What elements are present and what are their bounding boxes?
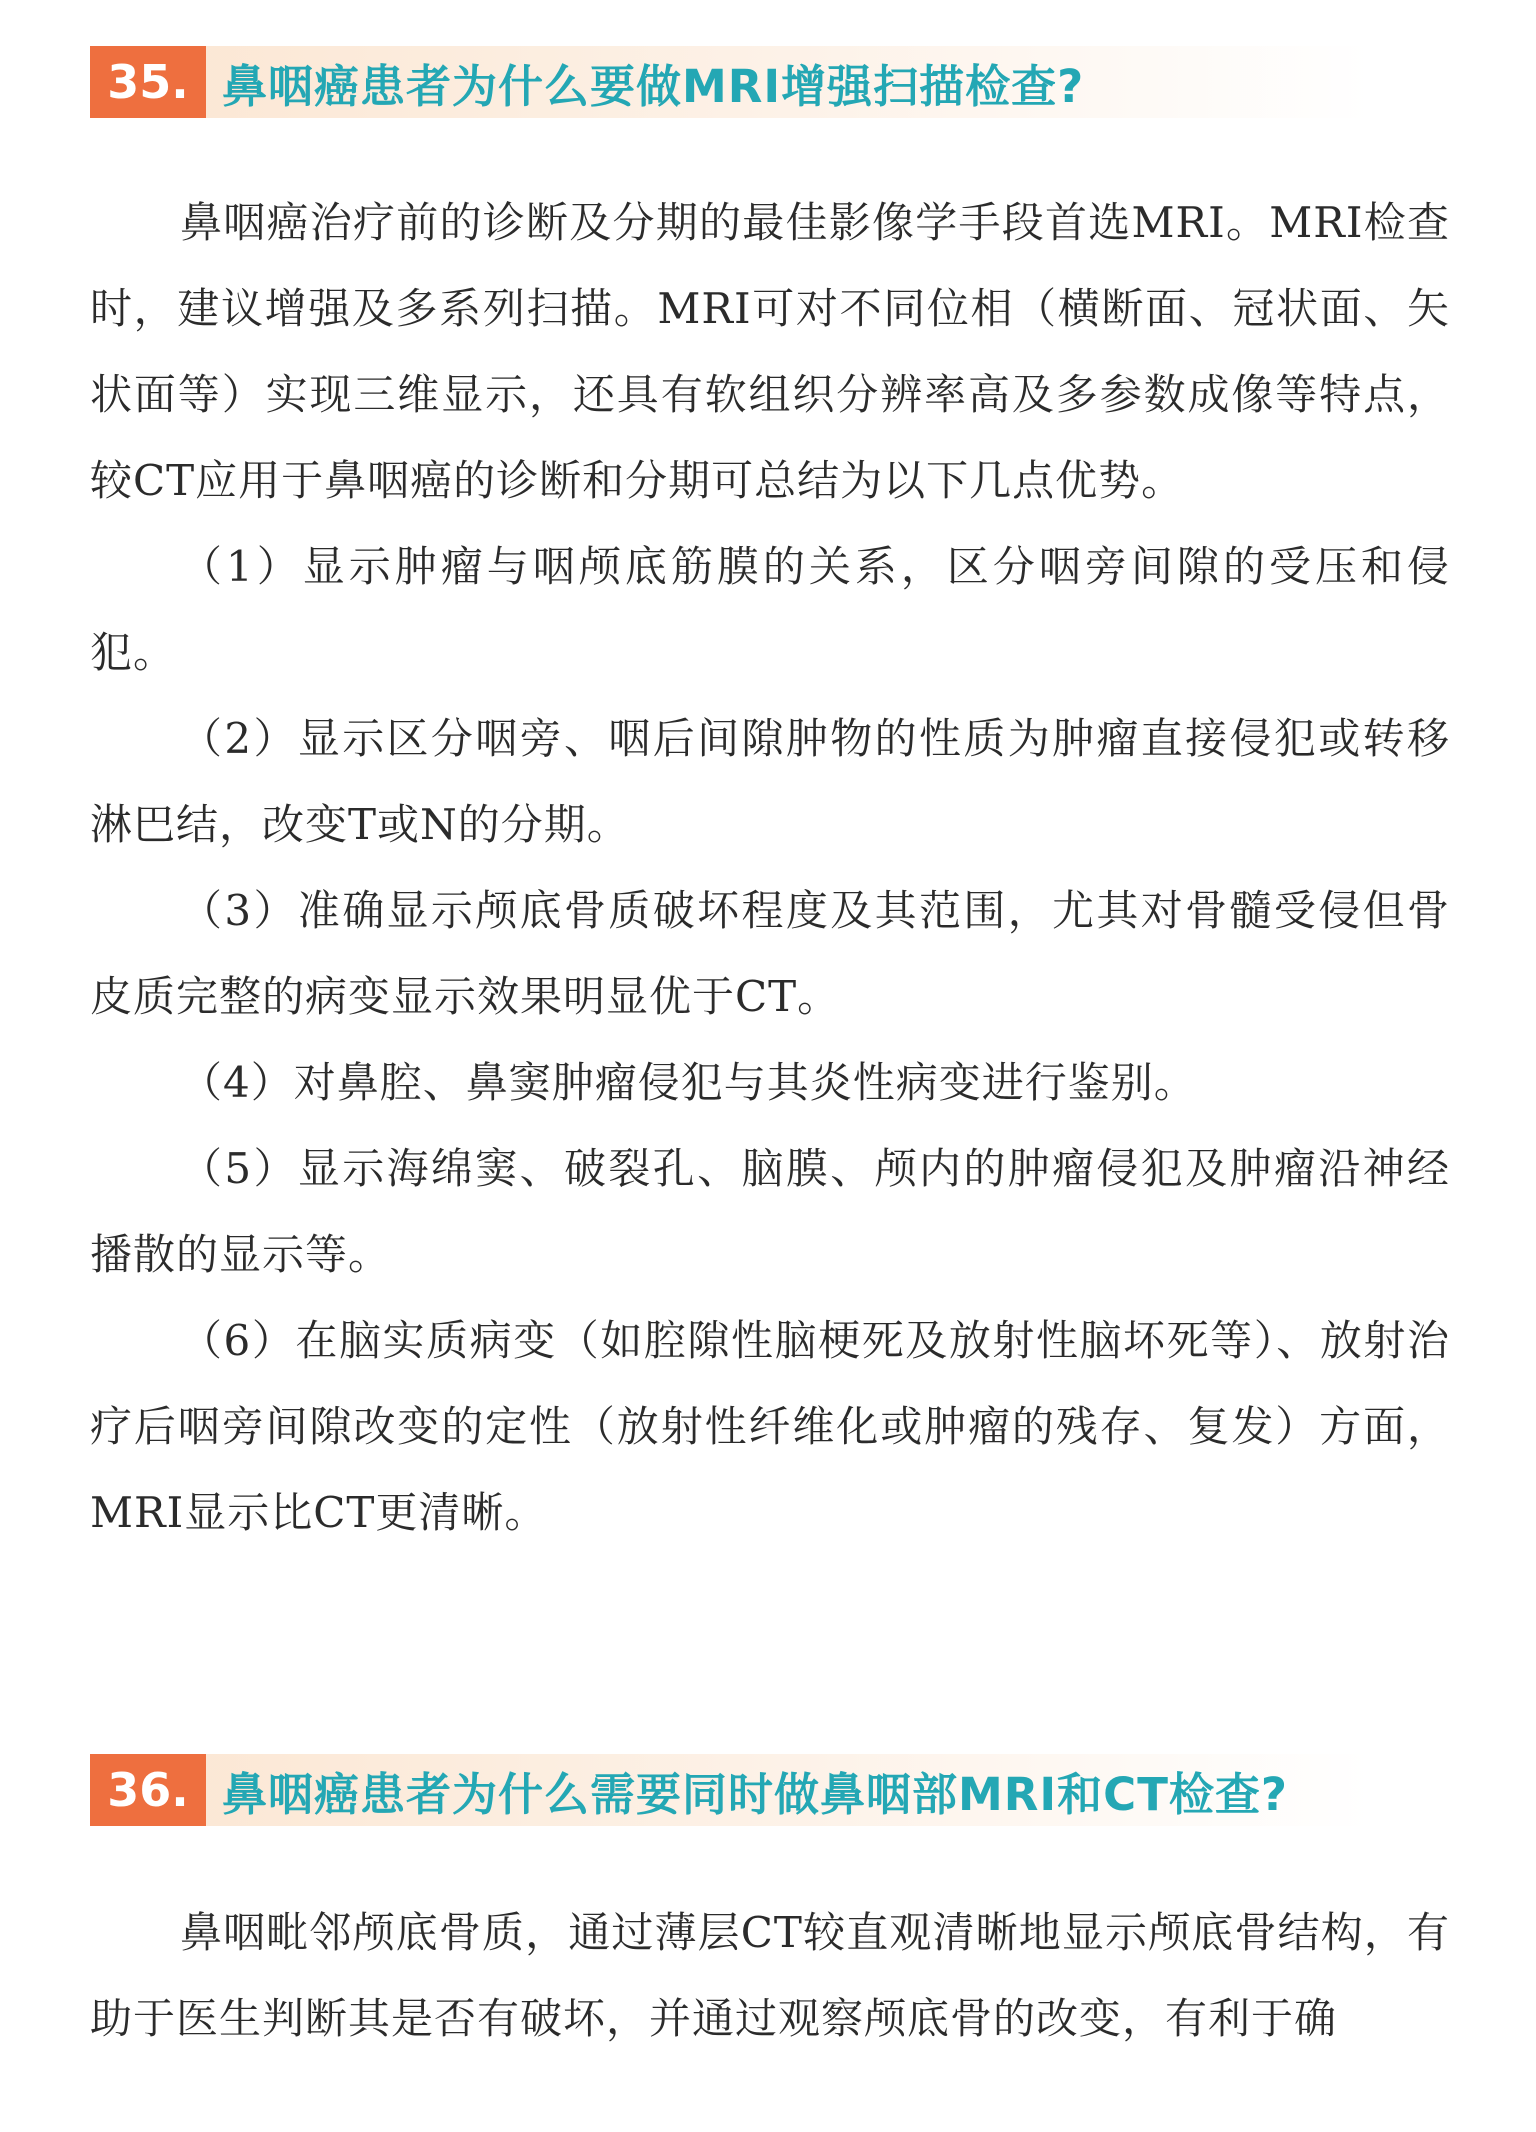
paragraph: 鼻咽癌治疗前的诊断及分期的最佳影像学手段首选MRI。MRI检查时，建议增强及多系列扫描。MRI可对不同位相（横断面、冠状面、矢状面等）实现三维显示，还具有软组织分辨率高及多参数成像等特点，较CT应用于鼻咽癌的诊断和分期可总结为以下几点优势。 xyxy=(90,198,1450,505)
section-number: 36. xyxy=(90,1754,206,1826)
section-36-heading xyxy=(90,1754,1370,1826)
section-number: 35. xyxy=(90,46,206,118)
section-35-body xyxy=(90,180,1450,1556)
list-item: （5）显示海绵窦、破裂孔、脑膜、颅内的肿瘤侵犯及肿瘤沿神经播散的显示等。 xyxy=(90,1144,1450,1279)
list-item: （3）准确显示颅底骨质破坏程度及其范围，尤其对骨髓受侵但骨皮质完整的病变显示效果明显优于CT。 xyxy=(90,886,1450,1021)
list-item: （2）显示区分咽旁、咽后间隙肿物的性质为肿瘤直接侵犯或转移淋巴结，改变T或N的分期。 xyxy=(90,714,1450,849)
list-item: （4）对鼻腔、鼻窦肿瘤侵犯与其炎性病变进行鉴别。 xyxy=(180,1058,1197,1107)
section-title: 鼻咽癌患者为什么需要同时做鼻咽部MRI和CT检查? xyxy=(222,1767,1288,1821)
section-title: 鼻咽癌患者为什么要做MRI增强扫描检查? xyxy=(222,59,1085,113)
list-item: （1）显示肿瘤与咽颅底筋膜的关系，区分咽旁间隙的受压和侵犯。 xyxy=(90,542,1450,677)
section-36-body xyxy=(90,1890,1450,2062)
paragraph: 鼻咽毗邻颅底骨质，通过薄层CT较直观清晰地显示颅底骨结构，有助于医生判断其是否有破坏，并通过观察颅底骨的改变，有利于确 xyxy=(90,1908,1450,2043)
section-35-heading xyxy=(90,46,1370,118)
list-item: （6）在脑实质病变（如腔隙性脑梗死及放射性脑坏死等）、放射治疗后咽旁间隙改变的定性（放射性纤维化或肿瘤的残存、复发）方面，MRI显示比CT更清晰。 xyxy=(90,1316,1450,1537)
